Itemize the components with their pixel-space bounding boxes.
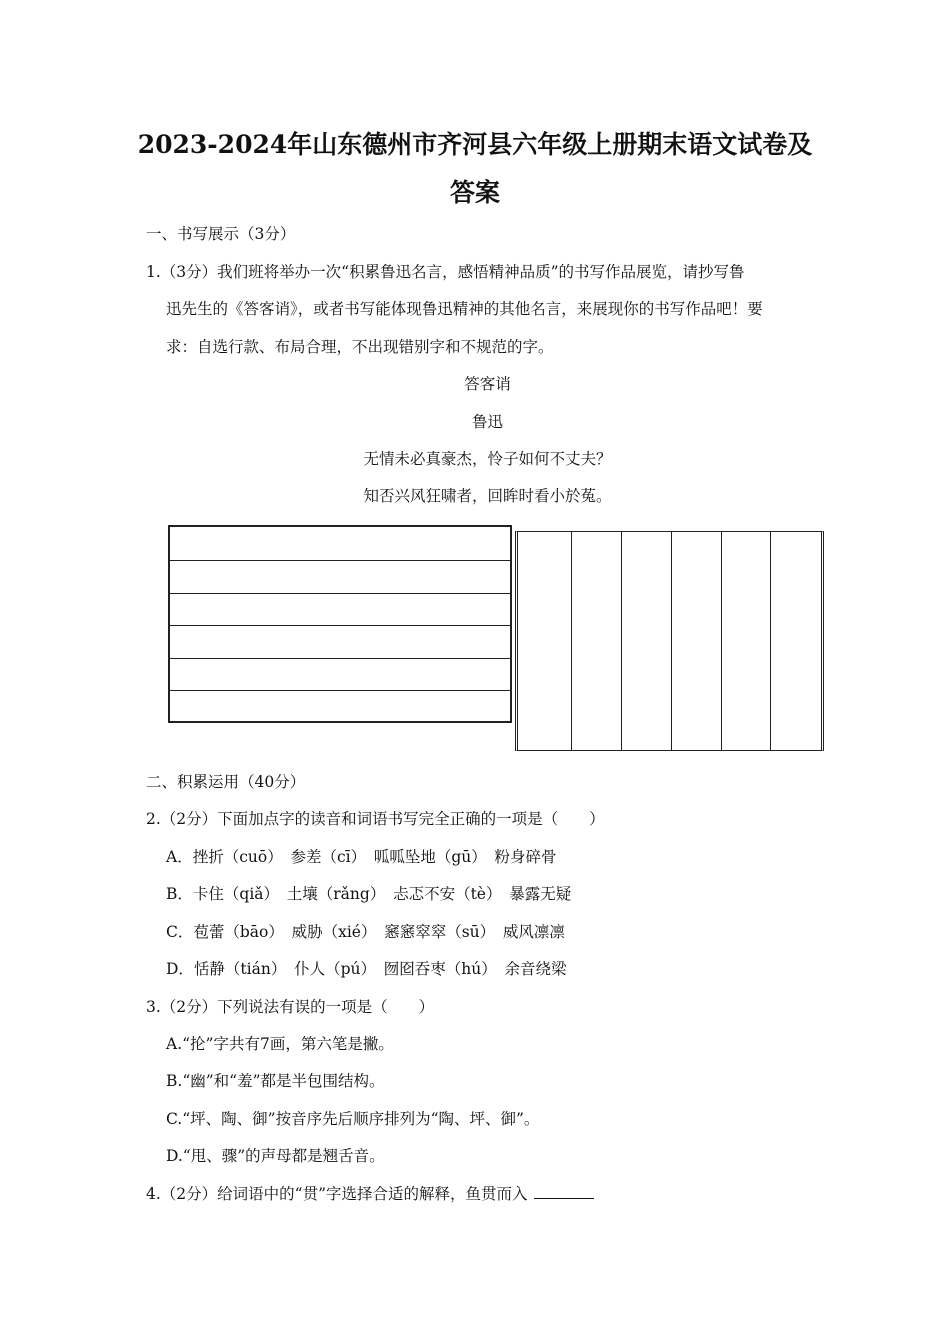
grid-line bbox=[170, 690, 510, 691]
question-2-option-c[interactable]: C．苞蕾（bāo） 威胁（xié） 窸窸窣窣（sū） 威风凛凛 bbox=[166, 923, 565, 941]
poem-line-1: 无情未必真豪杰，怜子如何不丈夫？ bbox=[363, 450, 612, 468]
poem-author: 鲁迅 bbox=[471, 413, 503, 431]
poem-title: 答客诮 bbox=[464, 375, 511, 393]
question-2-option-d[interactable]: D．恬静（tián） 仆人（pú） 囫囵吞枣（hú） 余音绕梁 bbox=[166, 960, 567, 978]
question-1-requirement: 求：自选行款、布局合理，不出现错别字和不规范的字。 bbox=[166, 338, 554, 356]
question-4 bbox=[146, 1184, 594, 1204]
page-title: 2023-2024年山东德州市齐河县六年级上册期末语文试卷及 bbox=[137, 130, 813, 159]
grid-column-line bbox=[770, 532, 771, 750]
question-3-option-c[interactable]: C.“坪、陶、御”按音序先后顺序排列为“陶、坪、御”。 bbox=[166, 1110, 540, 1128]
question-4-stem: 4.（2分）给词语中的“贯”字选择合适的解释，鱼贯而入 bbox=[146, 1185, 528, 1203]
section-heading-writing: 一、书写展示（3分） bbox=[146, 225, 296, 243]
question-1-text: 1.（3分）我们班将举办一次“积累鲁迅名言，感悟精神品质”的书写作品展览，请抄写鲁 bbox=[146, 263, 745, 281]
question-2-option-b[interactable]: B．卡住（qiǎ） 土壤（rǎng） 忐忑不安（tè） 暴露无疑 bbox=[166, 885, 572, 903]
vertical-writing-grid[interactable] bbox=[515, 531, 824, 751]
question-3-stem: 3.（2分）下列说法有误的一项是（ ） bbox=[146, 998, 435, 1016]
question-1-text-continued: 迅先生的《答客诮》，或者书写能体现鲁迅精神的其他名言，来展现你的书写作品吧！要 bbox=[166, 300, 763, 318]
grid-column-line bbox=[671, 532, 672, 750]
question-2-option-a[interactable]: A．挫折（cuō） 参差（cī） 呱呱坠地（gū） 粉身碎骨 bbox=[166, 848, 557, 866]
question-2-stem: 2.（2分）下面加点字的读音和词语书写完全正确的一项是（ ） bbox=[146, 810, 605, 828]
question-3-option-a[interactable]: A.“抡”字共有7画，第六笔是撇。 bbox=[166, 1035, 394, 1053]
page-title-continued: 答案 bbox=[449, 178, 500, 207]
answer-blank[interactable] bbox=[534, 1184, 594, 1199]
poem-line-2: 知否兴风狂啸者，回眸时看小於菟。 bbox=[363, 487, 612, 505]
horizontal-writing-grid[interactable] bbox=[168, 525, 512, 723]
grid-column-line bbox=[571, 532, 572, 750]
grid-column-line bbox=[621, 532, 622, 750]
grid-line bbox=[170, 625, 510, 626]
grid-line bbox=[170, 560, 510, 561]
grid-line bbox=[170, 593, 510, 594]
question-3-option-b[interactable]: B.“幽”和“羞”都是半包围结构。 bbox=[166, 1072, 385, 1090]
question-3-option-d[interactable]: D.“甩、骤”的声母都是翘舌音。 bbox=[166, 1147, 385, 1165]
section-heading-accumulation: 二、积累运用（40分） bbox=[146, 773, 306, 791]
grid-column-line bbox=[721, 532, 722, 750]
grid-line bbox=[170, 658, 510, 659]
